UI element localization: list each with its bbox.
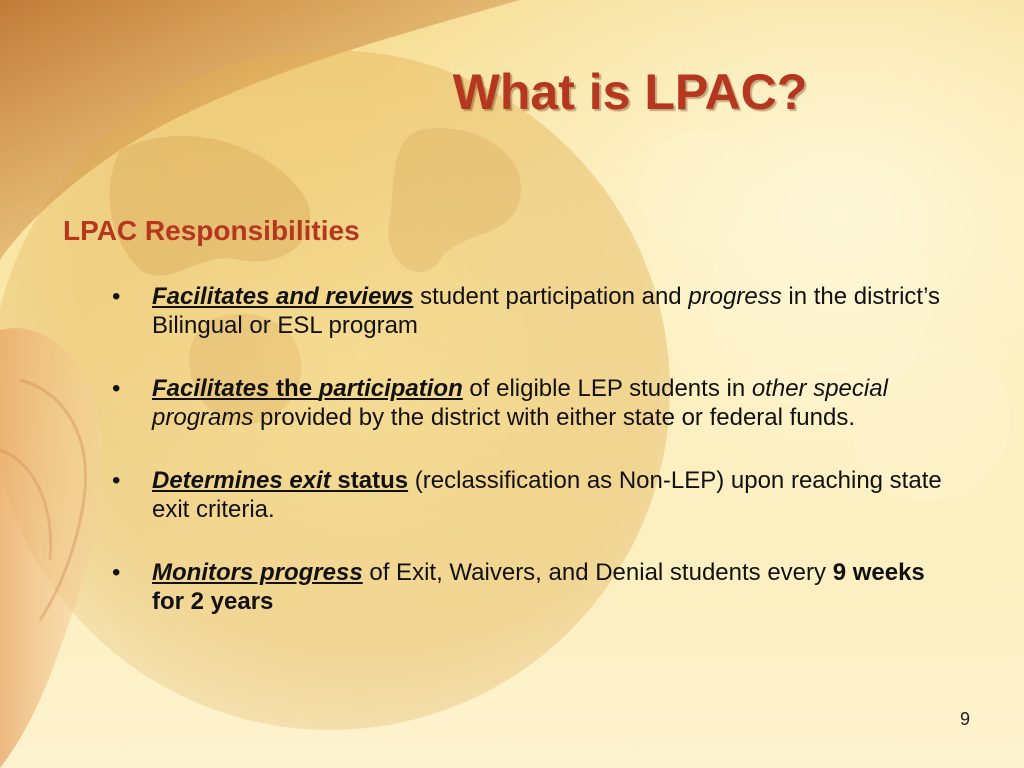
bullet-text: provided by the district with either state or federal funds. — [253, 404, 856, 431]
bullet-text: of eligible LEP students in — [462, 375, 752, 402]
bullet-emphasis: Determines exit — [152, 467, 331, 494]
bullet-emphasis: Facilitates — [152, 375, 270, 402]
bullet-emphasis: the — [269, 375, 319, 402]
bullet-emphasis: Monitors progress — [152, 559, 363, 586]
bullet-icon: • — [112, 559, 121, 586]
bullet-emphasis: other special programs — [152, 375, 888, 431]
bullet-icon: • — [112, 283, 121, 310]
bullet-emphasis: participation — [318, 375, 463, 402]
bullet-emphasis: status — [330, 467, 409, 494]
page-number: 9 — [959, 709, 970, 729]
bullet-emphasis: progress — [688, 283, 782, 310]
bullet-list — [112, 282, 962, 650]
bullet-text: in the district’s Bilingual or ESL program — [152, 283, 940, 339]
bullet-icon: • — [112, 375, 121, 402]
bullet-item — [112, 374, 962, 432]
slide-title: What is LPAC? — [452, 64, 808, 120]
bullet-emphasis: 9 weeks for 2 years — [152, 559, 925, 615]
bullet-text: (reclassification as Non-LEP) upon reaching state exit criteria. — [152, 467, 942, 523]
bullet-icon: • — [112, 467, 121, 494]
bullet-text: of Exit, Waivers, and Denial students every — [362, 559, 833, 586]
bullet-emphasis: Facilitates and reviews — [152, 283, 414, 310]
bullet-item — [112, 282, 962, 340]
bullet-item — [112, 558, 962, 616]
bullet-item — [112, 466, 962, 524]
bullet-text: student participation and — [413, 283, 689, 310]
section-heading: LPAC Responsibilities — [63, 215, 360, 246]
